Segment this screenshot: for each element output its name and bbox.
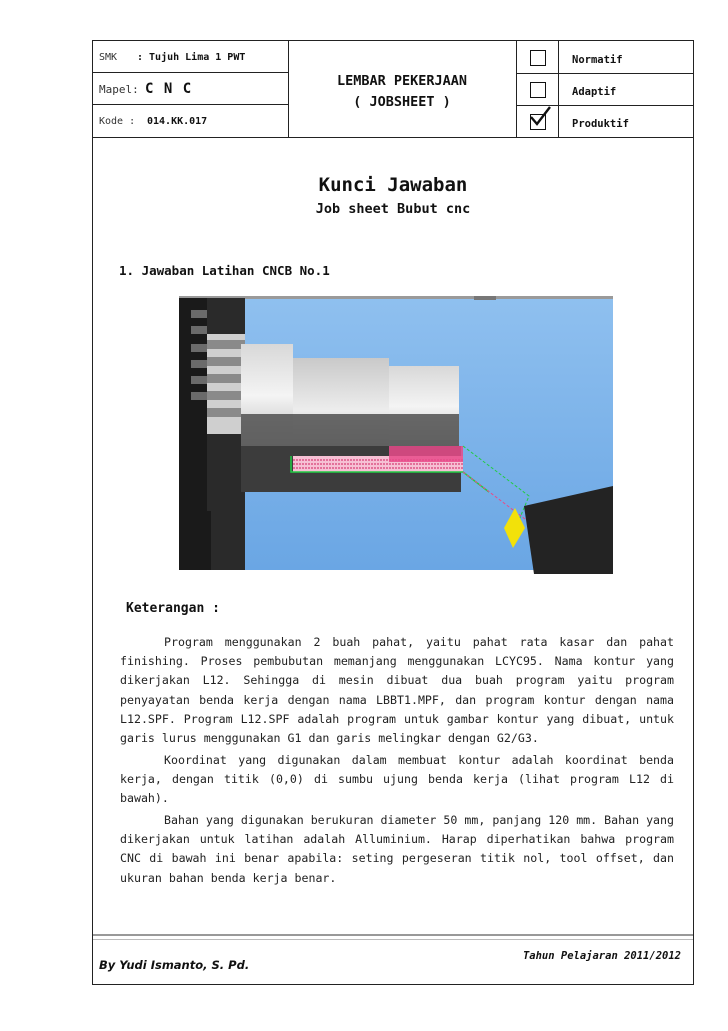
footer-divider-thin [93, 939, 693, 940]
header-table [93, 41, 693, 138]
paragraph-1 [120, 633, 674, 748]
lathe-illustration [179, 296, 613, 574]
section-heading: 1. Jawaban Latihan CNCB No.1 [119, 263, 330, 278]
doc-title-line2: ( JOBSHEET ) [353, 94, 451, 110]
paragraph-2-text: Koordinat yang digunakan dalam membuat kontur adalah koordinat benda kerja, dengan titik (0,0) di sumbu ujung benda kerja (lihat program L12 di bawah). [120, 753, 674, 806]
jobsheet-page [92, 40, 694, 985]
code-value: 014.KK.017 [147, 116, 208, 127]
paragraph-3-text: Bahan yang digunakan berukuran diameter 50 mm, panjang 120 mm. Bahan yang dikerjakan untuk latihan adalah Alluminium. Harap diperhatikan bahwa program CNC di bawah ini benar apabila: seting pergeseran titik nol, tool offset, dan ukuran bahan benda kerja benar. [120, 813, 674, 885]
svg-text:.: . [179, 568, 181, 574]
keterangan-label: Keterangan : [126, 601, 220, 616]
subject-value: C N C [145, 81, 193, 97]
footer-year: Tahun Pelajaran 2011/2012 [522, 950, 681, 962]
checkmark-icon [528, 105, 552, 127]
checkbox-adaptif[interactable] [530, 82, 546, 98]
school-row [93, 41, 288, 73]
code-row [93, 105, 288, 137]
category-column [558, 41, 693, 137]
checkbox-column [516, 41, 559, 137]
category-adaptif: Adaptif [572, 86, 617, 98]
footer-author: By Yudi Ismanto, S. Pd. [99, 958, 250, 972]
footer-divider [93, 934, 693, 936]
school-label: SMK [99, 52, 118, 63]
doc-title-line1: LEMBAR PEKERJAAN [336, 73, 468, 89]
category-normatif: Normatif [572, 54, 623, 66]
page-subtitle: Job sheet Bubut cnc [315, 201, 471, 217]
doc-title-cell [288, 41, 517, 137]
subject-row [93, 73, 288, 105]
checkbox-produktif[interactable] [530, 114, 546, 130]
paragraph-2 [120, 751, 674, 809]
page-title: Kunci Jawaban [318, 174, 468, 196]
checkbox-normatif[interactable] [530, 50, 546, 66]
lathe-simulation-image [179, 296, 613, 574]
school-value: : Tujuh Lima 1 PWT [137, 52, 246, 63]
subject-label: Mapel: [99, 83, 139, 96]
category-produktif: Produktif [572, 118, 629, 130]
code-label: Kode : [99, 116, 136, 127]
paragraph-1-text: Program menggunakan 2 buah pahat, yaitu pahat rata kasar dan pahat finishing. Proses pembubutan memanjang menggunakan LCYC95. Nama kontur yang dikerjakan L12. Sehingga di mesin dibuat dua buah program yaitu program penyayatan benda kerja dengan nama LBBT1.MPF, dan program kontur dengan nama L12.SPF. Program L12.SPF adalah program untuk gambar kontur yang dibuat, untuk garis lurus menggunakan G1 dan garis melingkar dengan G2/G3. [120, 635, 674, 746]
paragraph-3 [120, 811, 674, 888]
header-info-cell [93, 41, 289, 137]
